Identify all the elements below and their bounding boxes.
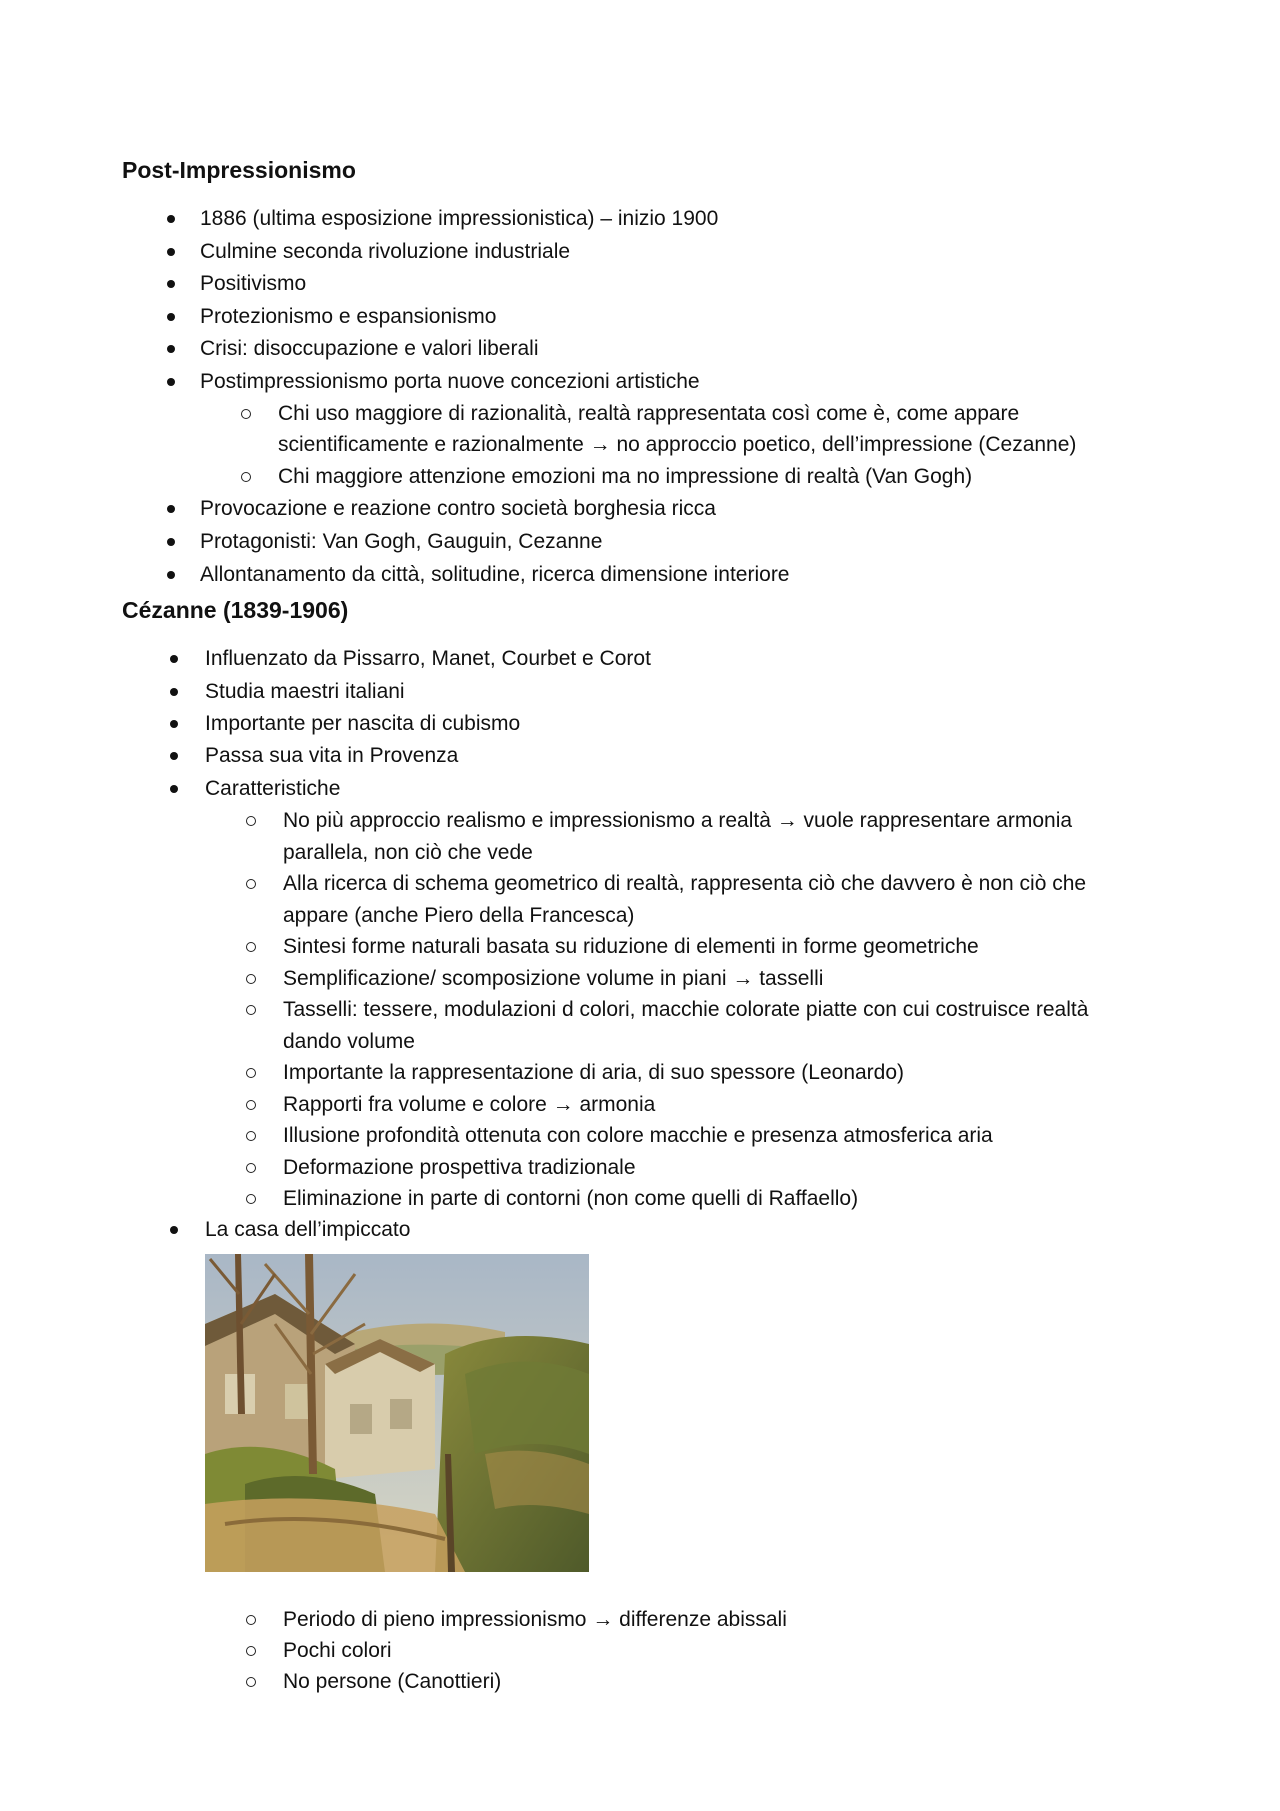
sub-list-item: Importante la rappresentazione di aria, di suo spessore (Leonardo) (283, 1061, 905, 1084)
bullet-circle-icon (246, 816, 256, 826)
list-item: Protagonisti: Van Gogh, Gauguin, Cezanne (200, 530, 603, 553)
bullet-dot-icon (167, 345, 175, 353)
painting-illustration (205, 1254, 589, 1572)
sub-list-item: Chi uso maggiore di razionalità, realtà rappresentata così come è, come appare (278, 402, 1020, 425)
bullet-dot-icon (167, 313, 175, 321)
bullet-dot-icon (167, 378, 175, 386)
bullet-dot-icon (167, 215, 175, 223)
bullet-circle-icon (246, 974, 256, 984)
sub-list-item: No persone (Canottieri) (283, 1670, 502, 1693)
sub-list-item: Chi maggiore attenzione emozioni ma no impressione di realtà (Van Gogh) (278, 465, 973, 488)
sub-list-item-continuation: scientificamente e razionalmente → no approccio poetico, dell’impressione (Cezanne) (278, 433, 1077, 456)
bullet-circle-icon (241, 409, 251, 419)
bullet-circle-icon (246, 1646, 256, 1656)
section-title-post-impressionismo: Post-Impressionismo (122, 157, 356, 183)
list-item: Studia maestri italiani (205, 680, 405, 703)
painting-image-casa-impiccato (205, 1254, 589, 1572)
list-item: Culmine seconda rivoluzione industriale (200, 240, 571, 263)
bullet-dot-icon (170, 655, 178, 663)
bullet-dot-icon (170, 1226, 178, 1234)
sub-list-item: Pochi colori (283, 1639, 392, 1662)
list-item: La casa dell’impiccato (205, 1218, 411, 1241)
bullet-dot-icon (167, 280, 175, 288)
sub-list-item-continuation: appare (anche Piero della Francesca) (283, 904, 635, 927)
bullet-circle-icon (246, 879, 256, 889)
list-item: Passa sua vita in Provenza (205, 744, 459, 767)
bullet-dot-icon (167, 248, 175, 256)
bullet-circle-icon (246, 1677, 256, 1687)
bullet-circle-icon (241, 472, 251, 482)
sub-list-item: Rapporti fra volume e colore → armonia (283, 1093, 656, 1116)
sub-list-item: Sintesi forme naturali basata su riduzione di elementi in forme geometriche (283, 935, 979, 958)
bullet-circle-icon (246, 1163, 256, 1173)
list-item: 1886 (ultima esposizione impressionistica) – inizio 1900 (200, 207, 719, 230)
sub-list-item-continuation: dando volume (283, 1030, 415, 1053)
sub-list-item: Tasselli: tessere, modulazioni d colori, macchie colorate piatte con cui costruisce realtà (283, 998, 1089, 1021)
bullet-circle-icon (246, 1100, 256, 1110)
bullet-circle-icon (246, 1068, 256, 1078)
list-item: Importante per nascita di cubismo (205, 712, 521, 735)
bullet-dot-icon (170, 785, 178, 793)
sub-list-item: Semplificazione/ scomposizione volume in piani → tasselli (283, 967, 824, 990)
list-item: Allontanamento da città, solitudine, ricerca dimensione interiore (200, 563, 790, 586)
list-item: Influenzato da Pissarro, Manet, Courbet e Corot (205, 647, 651, 670)
sub-list-item: Alla ricerca di schema geometrico di realtà, rappresenta ciò che davvero è non ciò che (283, 872, 1087, 895)
sub-list-item: Periodo di pieno impressionismo → differenze abissali (283, 1608, 787, 1631)
bullet-dot-icon (167, 505, 175, 513)
list-item: Postimpressionismo porta nuove concezioni artistiche (200, 370, 700, 393)
bullet-dot-icon (170, 752, 178, 760)
bullet-dot-icon (167, 538, 175, 546)
list-item: Provocazione e reazione contro società borghesia ricca (200, 497, 716, 520)
list-item: Crisi: disoccupazione e valori liberali (200, 337, 539, 360)
sub-list-item-continuation: parallela, non ciò che vede (283, 841, 533, 864)
list-item: Protezionismo e espansionismo (200, 305, 497, 328)
sub-list-item: Eliminazione in parte di contorni (non come quelli di Raffaello) (283, 1187, 859, 1210)
sub-list-item: Deformazione prospettiva tradizionale (283, 1156, 636, 1179)
sub-list-item: No più approccio realismo e impressionismo a realtà → vuole rappresentare armonia (283, 809, 1073, 832)
list-item: Caratteristiche (205, 777, 341, 800)
bullet-dot-icon (167, 571, 175, 579)
section-title-cezanne: Cézanne (1839-1906) (122, 597, 349, 623)
sub-list-item: Illusione profondità ottenuta con colore macchie e presenza atmosferica aria (283, 1124, 993, 1147)
bullet-circle-icon (246, 1005, 256, 1015)
bullet-circle-icon (246, 1615, 256, 1625)
bullet-circle-icon (246, 1131, 256, 1141)
bullet-circle-icon (246, 1194, 256, 1204)
list-item: Positivismo (200, 272, 307, 295)
bullet-circle-icon (246, 942, 256, 952)
bullet-dot-icon (170, 688, 178, 696)
bullet-dot-icon (170, 720, 178, 728)
